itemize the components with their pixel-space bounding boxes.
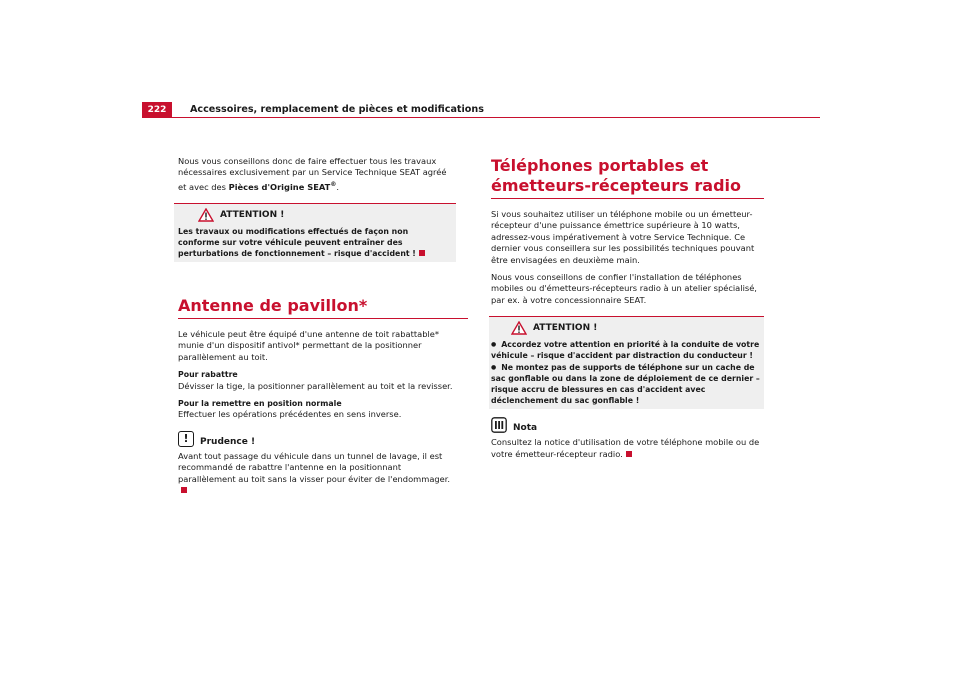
warning-header — [491, 317, 764, 339]
end-mark-icon — [181, 487, 187, 493]
phones-paragraph-1: Si vous souhaitez utiliser un téléphone mobile ou un émetteur-récepteur d'une puissance émettrice supérieure à 10 watts, adressez-vous impérativement à votre Service Technique. Ce dernier vous conseillera sur les possibilités techniques pouvant être envisagées en deuxième main. — [491, 209, 755, 265]
warning-header — [178, 204, 456, 226]
caution-text: Avant tout passage du véhicule dans un tunnel de lavage, il est recommandé de rabattre l'antenne en la positionnant parallèlement au toit sans la visser pour éviter de l'endommager. — [178, 451, 456, 497]
registered-mark: ® — [330, 180, 337, 188]
section-title-phones: Téléphones portables et émetteurs-récepteurs radio — [491, 156, 764, 199]
note-title: Nota — [513, 423, 538, 434]
page-number: 222 — [142, 102, 172, 118]
running-title: Accessoires, remplacement de pièces et modifications — [190, 104, 484, 115]
caution-title: Prudence ! — [200, 436, 256, 447]
intro-end: . — [336, 181, 339, 192]
caution-icon: ! — [178, 431, 194, 447]
warning-title: ATTENTION ! — [533, 323, 598, 334]
end-mark-icon — [626, 451, 632, 457]
warning-title: ATTENTION ! — [220, 209, 285, 220]
subheading-fold: Pour rabattre — [178, 370, 238, 380]
subheading-restore: Pour la remettre en position normale — [178, 399, 342, 409]
section-title-antenna: Antenne de pavillon* — [178, 296, 468, 319]
left-column — [178, 156, 456, 502]
warning-bullets — [491, 339, 764, 409]
fold-paragraph: Dévisser la tige, la positionner parallèlement au toit et la revisser. — [178, 380, 453, 391]
note-icon — [491, 417, 507, 433]
note-header — [491, 417, 769, 435]
intro-text: Nous vous conseillons donc de faire effectuer tous les travaux nécessaires exclusivement par un Service Technique SEAT agréé et avec des — [178, 156, 447, 192]
caution-header — [178, 431, 456, 449]
warning-bullet-2: ● Ne montez pas de supports de téléphone sur un cache de sac gonflable ou dans la zone de déploiement de ce dernier – risque accru de blessures en cas d'accident avec déclenchement du sac gonflable ! — [491, 362, 760, 406]
right-column — [491, 156, 769, 466]
warning-box-right — [489, 316, 764, 409]
warning-text: Les travaux ou modifications effectués de façon non conforme sur votre véhicule peuvent entraîner des perturbations de fonctionnement – risque d'accident ! — [178, 226, 456, 262]
warning-bullet-1: ● Accordez votre attention en priorité à la conduite de votre véhicule – risque d'accident par distraction du conducteur ! — [491, 339, 760, 361]
header-rule — [142, 117, 820, 118]
note-text: Consultez la notice d'utilisation de votre téléphone mobile ou de votre émetteur-récepteur radio. — [491, 437, 760, 459]
intro-paragraph — [178, 156, 456, 193]
intro-bold: Pièces d'Origine SEAT — [228, 181, 331, 192]
restore-paragraph: Effectuer les opérations précédentes en sens inverse. — [178, 409, 402, 420]
phones-paragraph-2: Nous vous conseillons de confier l'installation de téléphones mobiles ou d'émetteurs-récepteurs radio à un atelier spécialisé, par ex. à votre concessionnaire SEAT. — [491, 272, 757, 305]
warning-box-left — [174, 203, 456, 262]
antenna-paragraph: Le véhicule peut être équipé d'une antenne de toit rabattable* munie d'un dispositif antivol* permettant de la positionner parallèlement au toit. — [178, 328, 440, 362]
warning-triangle-icon — [511, 321, 527, 335]
warning-triangle-icon — [198, 208, 214, 222]
end-mark-icon — [419, 250, 425, 256]
